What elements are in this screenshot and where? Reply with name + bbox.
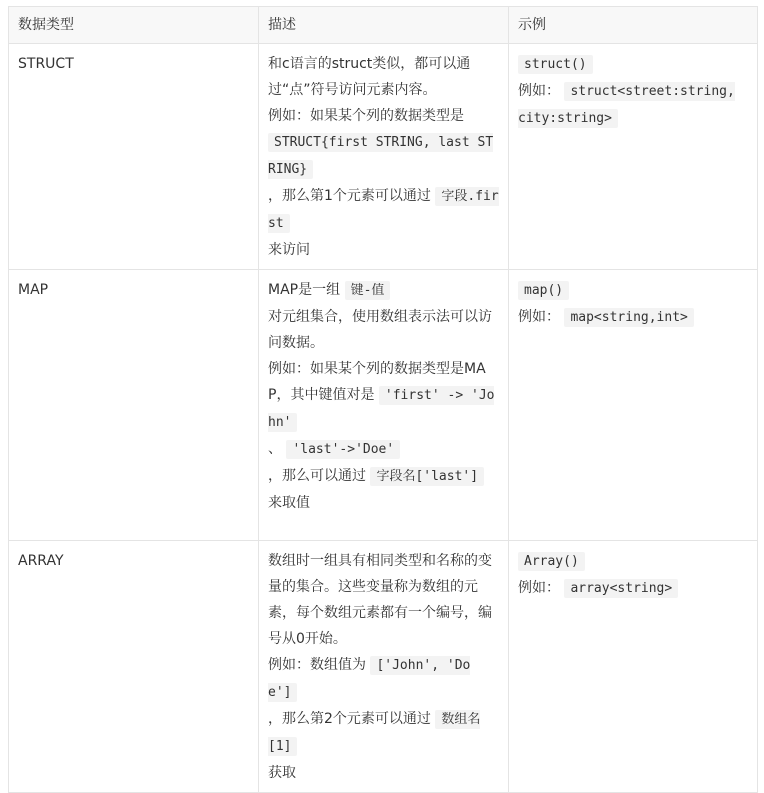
cell-example <box>509 44 758 270</box>
inline-code: struct() <box>518 55 593 74</box>
inline-code: map() <box>518 281 569 300</box>
cell-description <box>259 270 509 541</box>
inline-code: Array() <box>518 552 585 571</box>
desc-text: 和c语言的struct类似，都可以通过“点”符号访问元素内容。 <box>268 56 471 98</box>
cell-description <box>259 541 509 793</box>
desc-text: 来访问 <box>268 242 310 258</box>
inline-code: array<string> <box>564 579 678 598</box>
cell-description <box>259 44 509 270</box>
table-row <box>9 541 758 793</box>
inline-code: 'first' -> 'John' <box>268 388 495 430</box>
desc-text: 获取 <box>268 765 296 781</box>
header-example: 示例 <box>509 7 758 44</box>
desc-text: ，那么第2个元素可以通过 <box>268 711 431 727</box>
inline-code: 数组名[1] <box>268 712 481 754</box>
desc-text: 例如：如果某个列的数据类型是 <box>268 108 464 124</box>
inline-code: 'last'->'Doe' <box>286 440 400 459</box>
inline-code: map<string,int> <box>564 308 693 327</box>
header-data-type: 数据类型 <box>9 7 259 44</box>
desc-text: 数组时一组具有相同类型和名称的变量的集合。这些变量称为数组的元素，每个数组元素都有一个编号，编号从0开始。 <box>268 553 492 647</box>
header-description: 描述 <box>259 7 509 44</box>
cell-type: STRUCT <box>9 44 259 270</box>
desc-text: ，那么第1个元素可以通过 <box>268 188 431 204</box>
inline-code: 字段名['last'] <box>370 467 484 486</box>
inline-code: ['John', 'Doe'] <box>268 658 471 700</box>
desc-text: 来取值 <box>268 495 310 511</box>
desc-text: ，那么可以通过 <box>268 468 366 484</box>
desc-text: 对元组集合，使用数组表示法可以访问数据。 <box>268 309 492 351</box>
table-row <box>9 44 758 270</box>
table-row <box>9 270 758 541</box>
desc-text: 、 <box>268 441 282 457</box>
table-header-row <box>9 7 758 44</box>
cell-example <box>509 270 758 541</box>
desc-text: MAP是一组 <box>268 282 341 298</box>
desc-text: 例如：数组值为 <box>268 657 366 673</box>
example-label: 例如： <box>518 580 560 596</box>
example-label: 例如： <box>518 309 560 325</box>
example-label: 例如： <box>518 83 560 99</box>
desc-text: 例如：如果某个列的数据类型是MAP，其中键值对是 <box>268 361 486 403</box>
cell-example <box>509 541 758 793</box>
inline-code: 字段.first <box>268 189 499 231</box>
data-types-table <box>8 6 758 793</box>
cell-type: MAP <box>9 270 259 541</box>
inline-code: struct<street:string, city:string> <box>518 84 735 126</box>
cell-type: ARRAY <box>9 541 259 793</box>
inline-code: STRUCT{first STRING, last STRING} <box>268 135 494 177</box>
inline-code: 键-值 <box>345 281 391 300</box>
